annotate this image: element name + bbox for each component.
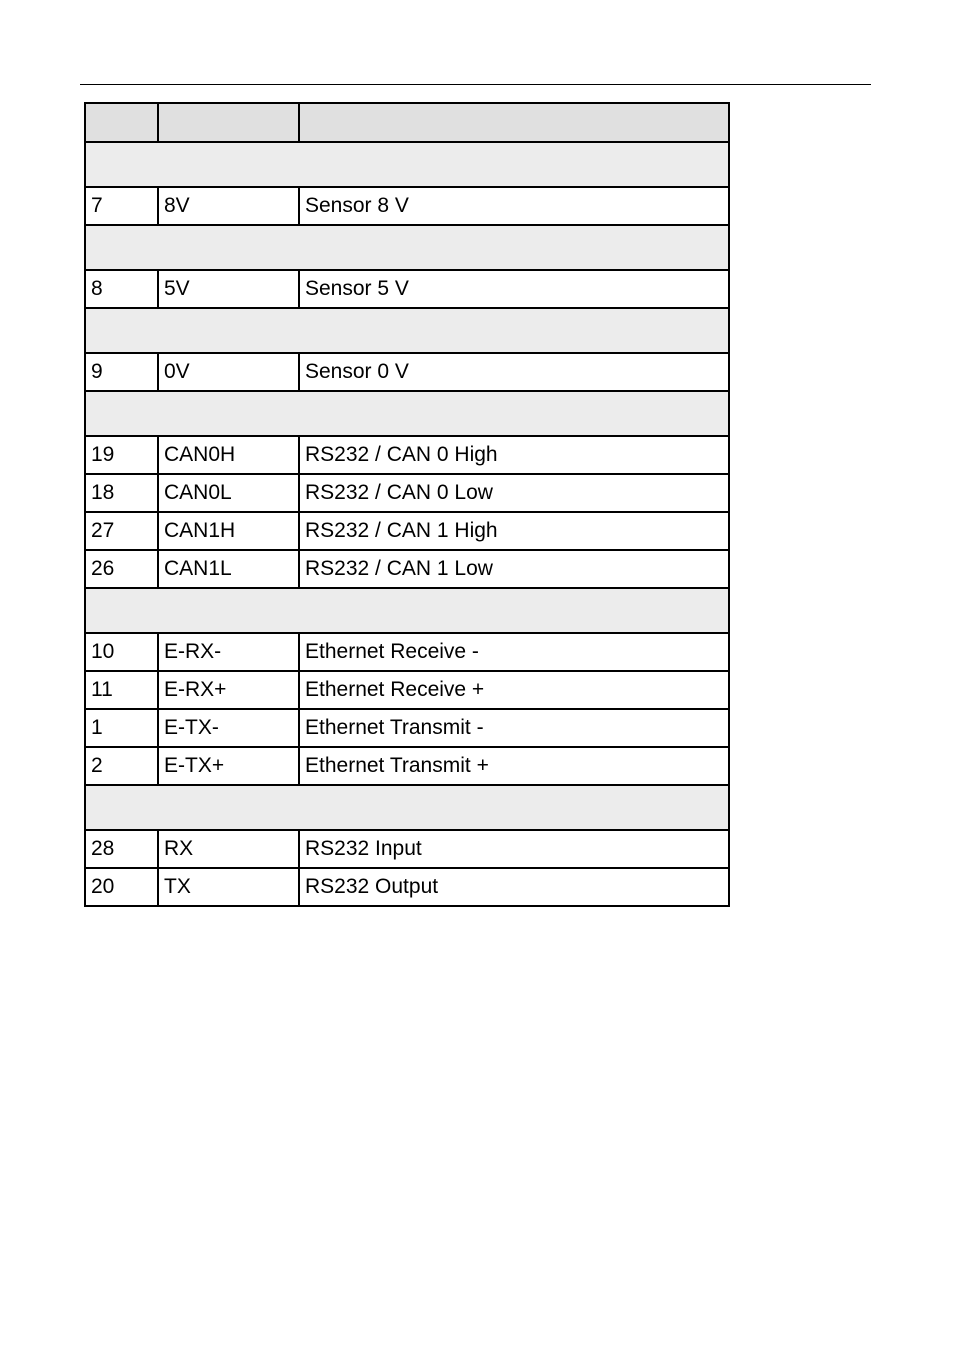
table-row xyxy=(85,830,729,868)
table-row xyxy=(85,671,729,709)
description-cell: RS232 Output xyxy=(299,868,729,906)
group-title xyxy=(85,588,729,633)
signal-cell: CAN1H xyxy=(158,512,299,550)
description-cell: RS232 Input xyxy=(299,830,729,868)
table-row xyxy=(85,474,729,512)
signal-cell: CAN1L xyxy=(158,550,299,588)
group-title xyxy=(85,391,729,436)
table-row xyxy=(85,747,729,785)
signal-cell: 0V xyxy=(158,353,299,391)
signal-cell: RX xyxy=(158,830,299,868)
pin-cell: 28 xyxy=(85,830,158,868)
pin-cell: 20 xyxy=(85,868,158,906)
table-row xyxy=(85,709,729,747)
signal-cell: E-RX+ xyxy=(158,671,299,709)
pin-cell: 9 xyxy=(85,353,158,391)
group-title xyxy=(85,308,729,353)
description-cell: Ethernet Transmit - xyxy=(299,709,729,747)
table-row xyxy=(85,550,729,588)
description-cell: Ethernet Receive - xyxy=(299,633,729,671)
table-group-row xyxy=(85,308,729,353)
description-cell: RS232 / CAN 0 High xyxy=(299,436,729,474)
table-row xyxy=(85,436,729,474)
table-group-row xyxy=(85,391,729,436)
table-row xyxy=(85,512,729,550)
table-group-row xyxy=(85,785,729,830)
description-cell: Ethernet Transmit + xyxy=(299,747,729,785)
table-header-row xyxy=(85,103,729,142)
group-title xyxy=(85,142,729,187)
signal-cell: TX xyxy=(158,868,299,906)
header-signal xyxy=(158,103,299,142)
description-cell: Sensor 5 V xyxy=(299,270,729,308)
signal-cell: 5V xyxy=(158,270,299,308)
page-header-rule xyxy=(80,84,871,85)
group-title xyxy=(85,785,729,830)
pin-cell: 27 xyxy=(85,512,158,550)
pin-cell: 11 xyxy=(85,671,158,709)
pin-cell: 7 xyxy=(85,187,158,225)
description-cell: RS232 / CAN 0 Low xyxy=(299,474,729,512)
signal-cell: E-TX+ xyxy=(158,747,299,785)
table-group-row xyxy=(85,142,729,187)
pin-cell: 2 xyxy=(85,747,158,785)
pin-assignment-table xyxy=(84,102,730,907)
table-group-row xyxy=(85,588,729,633)
table-row xyxy=(85,633,729,671)
description-cell: Ethernet Receive + xyxy=(299,671,729,709)
signal-cell: CAN0L xyxy=(158,474,299,512)
pin-cell: 18 xyxy=(85,474,158,512)
signal-cell: E-RX- xyxy=(158,633,299,671)
description-cell: RS232 / CAN 1 High xyxy=(299,512,729,550)
description-cell: Sensor 0 V xyxy=(299,353,729,391)
header-description xyxy=(299,103,729,142)
pin-cell: 19 xyxy=(85,436,158,474)
signal-cell: E-TX- xyxy=(158,709,299,747)
pin-cell: 10 xyxy=(85,633,158,671)
pin-cell: 8 xyxy=(85,270,158,308)
table-row xyxy=(85,868,729,906)
group-title xyxy=(85,225,729,270)
pin-cell: 26 xyxy=(85,550,158,588)
description-cell: RS232 / CAN 1 Low xyxy=(299,550,729,588)
signal-cell: 8V xyxy=(158,187,299,225)
pin-cell: 1 xyxy=(85,709,158,747)
description-cell: Sensor 8 V xyxy=(299,187,729,225)
header-pin xyxy=(85,103,158,142)
signal-cell: CAN0H xyxy=(158,436,299,474)
table-row xyxy=(85,187,729,225)
table-row xyxy=(85,353,729,391)
table-row xyxy=(85,270,729,308)
table-group-row xyxy=(85,225,729,270)
